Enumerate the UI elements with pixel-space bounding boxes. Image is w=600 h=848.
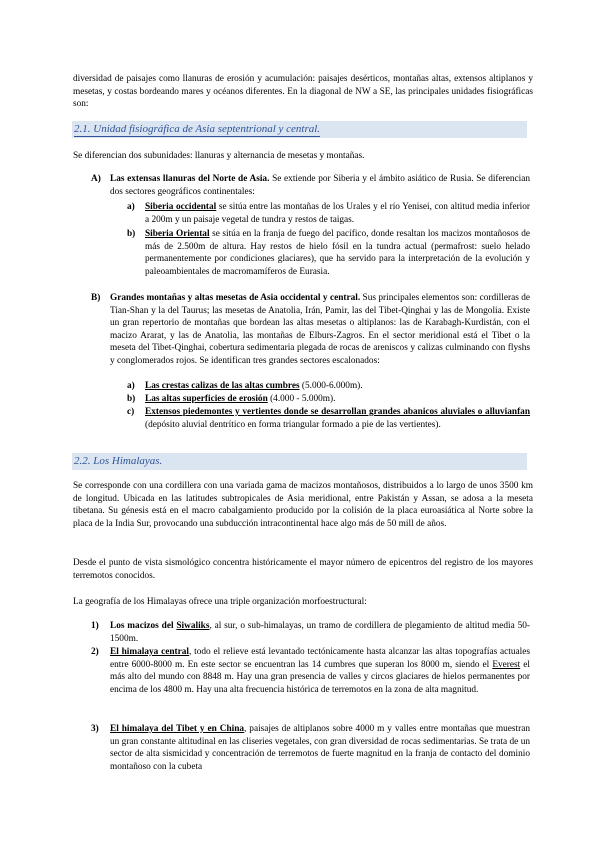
numbered-item-3-text: , paisajes de altiplanos sobre 4000 m y valles entre montañas que muestran un gran constante altitudinal en las cliseries vegetales, con gran diversidad de rocas sedimentarias. Se trata de un sector de alta sismicidad y concentración de terremotos de fuerte magnitud en la franja de contacto del dominio montañoso con la cubeta bbox=[110, 724, 530, 772]
numbered-item-1 bbox=[110, 620, 530, 645]
numbered-label-2: 2) bbox=[91, 647, 99, 657]
numbered-item-1-text: , al sur, o sub-himalayas, un tramo de cordillera de plegamiento de altitud media 50-1500m. bbox=[110, 621, 530, 644]
numbered-item-2-tail: el más alto del mundo con 8848 m. Hay una gran presencia de valles y circos glaciares de hielos permanentes por encima de los 4800 m. Hay una alta frecuencia histórica de terremotos en la zona de alta magnitud. bbox=[110, 659, 530, 695]
numbered-item-3 bbox=[110, 723, 530, 773]
section-2-1-lead: Se diferencian dos subunidades: llanuras y alternancia de mesetas y montañas. bbox=[73, 151, 365, 161]
list-label-B: B) bbox=[91, 293, 101, 303]
siwaliks-term: Siwaliks bbox=[176, 621, 210, 631]
list-item-B-b-text: (4.000 - 5.000m). bbox=[267, 394, 336, 404]
superficies-erosion-term: Las altas superficies de erosión bbox=[145, 394, 268, 404]
list-label-B-c: c) bbox=[127, 407, 135, 417]
section-heading-2-2 bbox=[72, 453, 527, 470]
crestas-calizas-term: Las crestas calizas de las altas cumbres bbox=[145, 381, 300, 391]
himalayas-paragraph-3: La geografía de los Himalayas ofrece una triple organización morfoestructural: bbox=[73, 597, 367, 607]
section-heading-2-1-text: 2.1. Unidad fisiográfica de Asia septentrional y central. bbox=[74, 123, 321, 135]
himalaya-tibet-term: El himalaya del Tibet y en China bbox=[110, 724, 245, 734]
list-label-A-a: a) bbox=[127, 202, 135, 212]
siberia-oriental-term: Siberia Oriental bbox=[145, 229, 210, 239]
list-label-B-b: b) bbox=[127, 394, 136, 404]
list-item-B bbox=[110, 292, 530, 368]
list-item-B-a-text: (5.000-6.000m). bbox=[299, 381, 363, 391]
list-item-A-b bbox=[145, 228, 530, 278]
numbered-item-2 bbox=[110, 646, 530, 696]
section-heading-2-2-text: 2.2. Los Himalayas. bbox=[74, 455, 163, 467]
list-item-A-b-text: se sitúa en la franja de fuego del pacífico, donde resaltan los macizos montañosos de más de 2.500m de altura. Hay restos de hielo fósil en la tundra actual (permafrost: suelo helado permanentemente por condiciones glaciares), que ha servido para la interpretación de la evolución y paleoambientales de macromamíferos de Eurasia. bbox=[145, 229, 530, 277]
himalayas-paragraph-1: Se corresponde con una cordillera con una variada gama de macizos montañosos, distribuidos a lo largo de unos 3500 km de longitud. Ubicada en las latitudes subtropicales de Asia meridional, entre Pakistán y Assan, se adosa a la meseta tibetana. Su génesis está en el macro cabalgamiento producido por la colisión de la placa euroasiática al Norte sobre la placa de la India Sur, provocando una subducción intracontinental hace algo más de 50 mill de años. bbox=[73, 481, 533, 529]
himalaya-central-term: El himalaya central bbox=[110, 647, 190, 657]
numbered-label-3: 3) bbox=[91, 724, 99, 734]
list-item-B-text: Sus principales elementos son: cordilleras de Tian-Shan y la del Taurus; las mesetas de Anatolia, Irán, Pamir, las del Tibet-Qinghai y las de Mongolia. Existe un gran repertorio de montañas que bordean las altas mesetas o altiplanos: las de Karabagh-Kurdistán, con el macizo Ararat, y las de Anatolia, las montañas de Elburs-Zagros. En el sector meridional está el Tibet o la meseta del Tibet-Qinghai, cobertura sedimentaria plegada de rocas de areniscos y calizas culminando con flyshs y conglomerados rojos. Se identifican tres grandes sectores escalonados: bbox=[110, 293, 530, 366]
numbered-item-2-text: , todo el relieve está levantado tectónicamente hasta alcanzar las altas topografías actuales entre 6000-8000 m. En este sector se encuentran las 14 cumbres que superan los 8000 m, siendo el bbox=[110, 647, 530, 670]
siberia-occidental-term: Siberia occidental bbox=[145, 202, 217, 212]
himalayas-paragraph-2: Desde el punto de vista sismológico concentra históricamente el mayor número de epicentros del registro de los mayores terremotos conocidos. bbox=[73, 558, 533, 581]
list-label-B-a: a) bbox=[127, 381, 135, 391]
piedemontes-term: Extensos piedemontes y vertientes donde se desarrollan grandes abanicos aluviales o alluvianfan bbox=[145, 407, 530, 417]
list-item-B-c bbox=[145, 406, 530, 431]
intro-paragraph: diversidad de paisajes como llanuras de erosión y acumulación: paisajes desérticos, montañas altas, extensos altiplanos y mesetas, y costas bordeando mares y océanos diferentes. En la diagonal de NW a SE, las principales unidades fisiográficas son: bbox=[73, 74, 533, 110]
list-item-A-text: Se extiende por Siberia y el ámbito asiático de Rusia. Se diferencian dos sectores geográficos continentales: bbox=[110, 174, 531, 197]
list-item-B-b bbox=[145, 393, 530, 406]
list-label-A-b: b) bbox=[127, 229, 136, 239]
list-item-A bbox=[110, 173, 530, 198]
list-item-B-c-text: (depósito aluvial dentrítico en forma triangular formado a pie de las vertientes). bbox=[145, 419, 441, 430]
numbered-label-1: 1) bbox=[91, 621, 99, 631]
list-item-B-a bbox=[145, 380, 530, 393]
list-item-B-title: Grandes montañas y altas mesetas de Asia occidental y central. bbox=[110, 293, 361, 303]
section-heading-2-1 bbox=[72, 121, 527, 138]
everest-term: Everest bbox=[492, 659, 521, 670]
list-item-A-a bbox=[145, 201, 530, 226]
list-item-A-title: Las extensas llanuras del Norte de Asia. bbox=[110, 174, 270, 184]
list-item-A-a-text: se sitúa entre las montañas de los Urales y el río Yenisei, con altitud media inferior a 200m y un paisaje vegetal de tundra y restos de taigas. bbox=[145, 202, 530, 225]
list-label-A: A) bbox=[91, 174, 101, 184]
numbered-item-1-pre: Los macizos del bbox=[110, 621, 177, 631]
